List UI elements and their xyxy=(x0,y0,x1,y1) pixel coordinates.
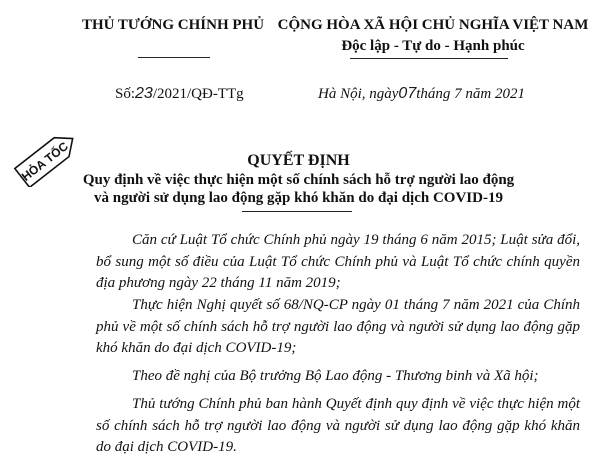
subject-underline xyxy=(242,211,352,212)
paragraph-legal-basis: Căn cứ Luật Tổ chức Chính phủ ngày 19 tháng 6 năm 2015; Luật sửa đổi, bổ sung một số điều của Luật Tổ chức Chính phủ và Luật Tổ chức chính quyền địa phương ngày 22 tháng 11 năm 2019; xyxy=(96,232,580,291)
national-motto: Độc lập - Tự do - Hạnh phúc xyxy=(341,38,525,54)
date-suffix: tháng 7 năm 2021 xyxy=(416,86,525,102)
paragraph-resolution-basis: Thực hiện Nghị quyết số 68/NQ-CP ngày 01 tháng 7 năm 2021 của Chính phủ về một số chính sách hỗ trợ người lao động và người sử dụng lao động gặp khó khăn do đại dịch COVID-19; xyxy=(96,297,580,356)
subject-line-2: và người sử dụng lao động gặp khó khăn do đại dịch COVID-19 xyxy=(94,190,503,206)
motto-underline xyxy=(350,58,508,59)
stamp-text: HỎA TỐC xyxy=(18,139,71,184)
paragraph-promulgation: Thủ tướng Chính phủ ban hành Quyết định quy định về việc thực hiện một số chính sách hỗ trợ người lao động và người sử dụng lao động gặp khó khăn do đại dịch COVID-19. xyxy=(96,396,580,455)
issuer-underline xyxy=(138,57,210,58)
date-prefix: Hà Nội, ngày xyxy=(318,86,399,102)
place-and-date xyxy=(318,85,525,103)
issuer-name: THỦ TƯỚNG CHÍNH PHỦ xyxy=(81,17,265,33)
number-suffix: /2021/QĐ-TTg xyxy=(152,86,244,102)
country-name: CỘNG HÒA XÃ HỘI CHỦ NGHĨA VIỆT NAM xyxy=(277,17,589,33)
subject-line-1: Quy định về việc thực hiện một số chính sách hỗ trợ người lao động xyxy=(82,172,515,188)
paragraph-proposal: Theo đề nghị của Bộ trưởng Bộ Lao động - Thương binh và Xã hội; xyxy=(132,368,539,384)
number-prefix: Số: xyxy=(115,86,136,102)
number-handwritten: 23 xyxy=(135,85,153,102)
document-title: QUYẾT ĐỊNH xyxy=(247,152,350,169)
document-number xyxy=(115,85,244,103)
date-day-handwritten: 07 xyxy=(398,85,417,102)
